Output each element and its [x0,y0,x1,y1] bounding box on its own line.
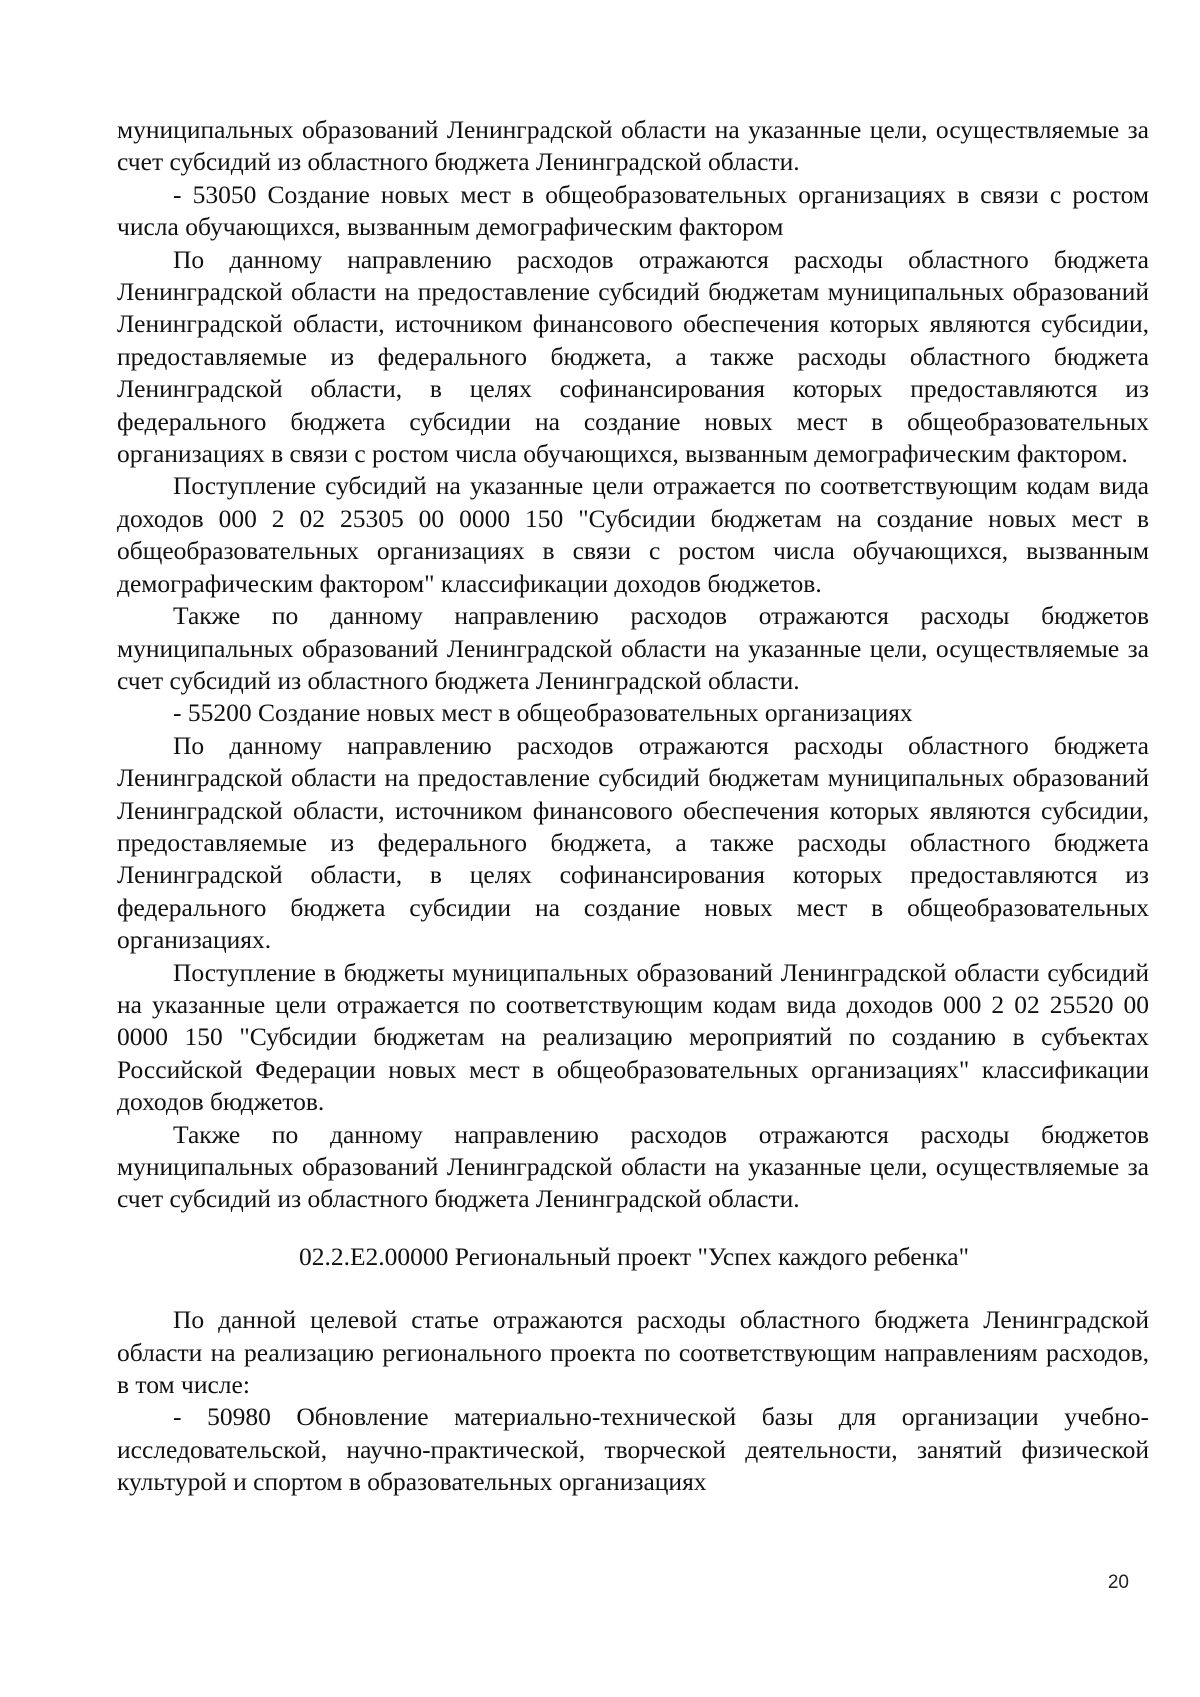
section-heading: 02.2.Е2.00000 Региональный проект "Успех каждого ребенка" [298,1241,970,1271]
list-item-55200: - 55200 Создание новых мест в общеобразовательных организациях [173,698,913,728]
paragraph: Также по данному направлению расходов отражаются расходы бюджетов муниципальных образований Ленинградской области на указанные цели, осуществляемые за счет субсидий из областного бюджета Ленинградской области. [117,601,1149,695]
paragraph: Поступление в бюджеты муниципальных образований Ленинградской области субсидий на указанные цели отражается по соответствующим кодам вида доходов 000 2 02 25520 00 0000 150 "Субсидии бюджетам на реализацию мероприятий по созданию в субъектах Российской Федерации новых мест в общеобразовательных организациях" классификации доходов бюджетов. [117,957,1149,1117]
list-item-50980: - 50980 Обновление материально-технической базы для организации учебно-исследовательской, научно-практической, творческой деятельности, занятий физической культурой и спортом в образовательных организациях [117,1402,1149,1497]
document-page [117,114,1149,1499]
paragraph: Поступление субсидий на указанные цели отражается по соответствующим кодам вида доходов 000 2 02 25305 00 0000 150 "Субсидии бюджетам на создание новых мест в общеобразовательных организациях в связи с ростом числа обучающихся, вызванным демографическим фактором" классификации доходов бюджетов. [117,471,1149,598]
page-number: 20 [1107,1572,1129,1593]
paragraph-continuation: муниципальных образований Ленинградской области на указанные цели, осуществляемые за счет субсидий из областного бюджета Ленинградской области. [117,115,1149,177]
paragraph: Также по данному направлению расходов отражаются расходы бюджетов муниципальных образований Ленинградской области на указанные цели, осуществляемые за счет субсидий из областного бюджета Ленинградской области. [117,1119,1149,1214]
paragraph: По данному направлению расходов отражаются расходы областного бюджета Ленинградской области на предоставление субсидий бюджетам муниципальных образований Ленинградской области, источником финансового обеспечения которых являются субсидии, предоставляемые из федерального бюджета, а также расходы областного бюджета Ленинградской области, в целях софинансирования которых предоставляются из федерального бюджета субсидии на создание новых мест в общеобразовательных организациях. [117,730,1149,955]
list-item-53050: - 53050 Создание новых мест в общеобразовательных организациях в связи с ростом числа обучающихся, вызванным демографическим фактором [117,179,1149,242]
paragraph: По данному направлению расходов отражаются расходы областного бюджета Ленинградской области на предоставление субсидий бюджетам муниципальных образований Ленинградской области, источником финансового обеспечения которых являются субсидии, предоставляемые из федерального бюджета, а также расходы областного бюджета Ленинградской области, в целях софинансирования которых предоставляются из федерального бюджета субсидии на создание новых мест в общеобразовательных организациях в связи с ростом числа обучающихся, вызванным демографическим фактором. [117,244,1149,469]
paragraph: По данной целевой статье отражаются расходы областного бюджета Ленинградской области на реализацию регионального проекта по соответствующим направлениям расходов, в том числе: [117,1305,1149,1400]
